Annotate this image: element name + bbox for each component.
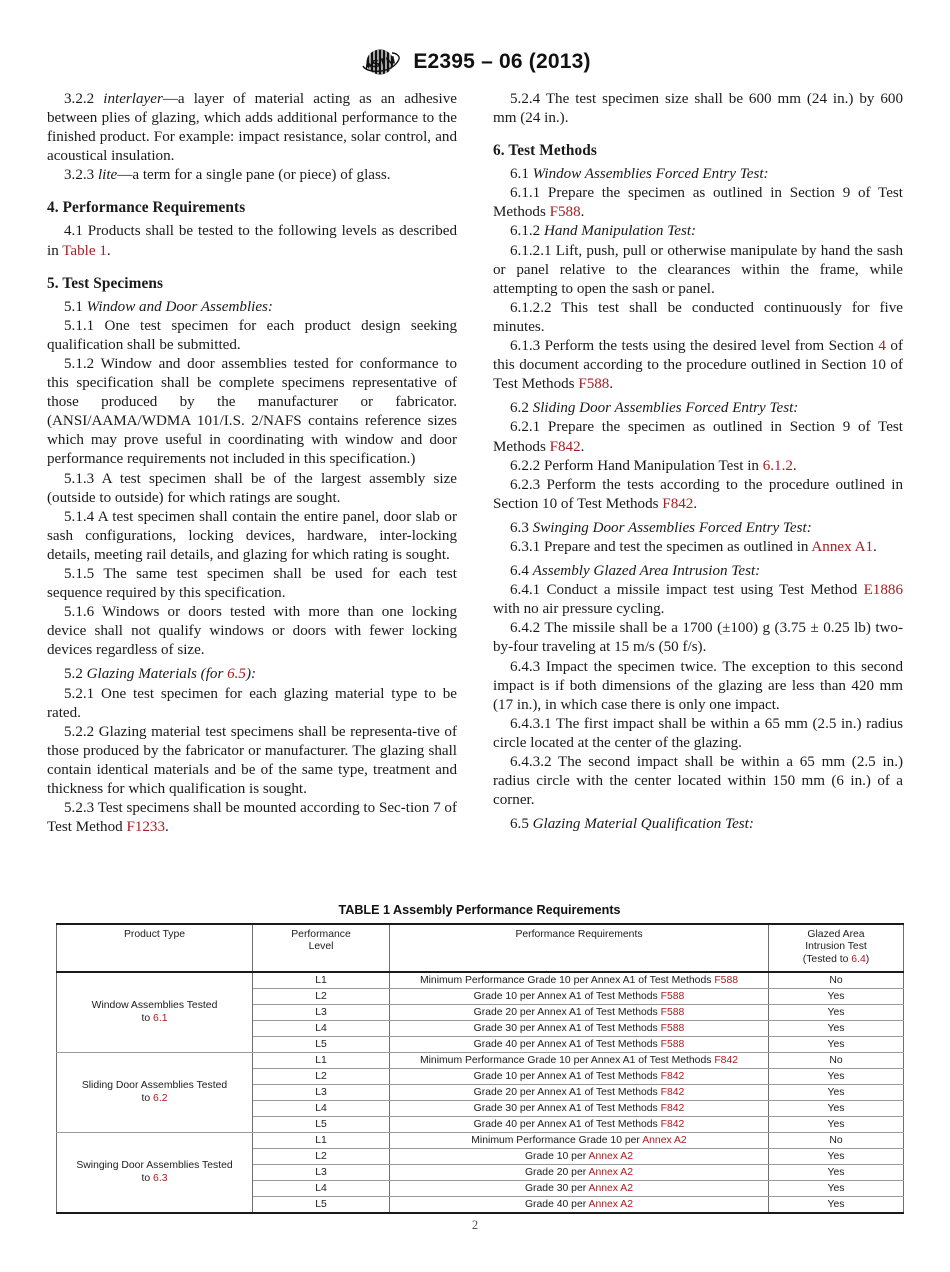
para-6-1-2-1: 6.1.2.1 Lift, push, pull or otherwise manipulate by hand the sash or panel relative to the clearances within the frame, while attempting to open the sash or panel. [493,242,903,297]
cell-performance-level: L2 [253,989,390,1005]
link-product-type-section[interactable]: 6.3 [153,1172,168,1184]
para-subheading: Hand Manipulation Test: [543,223,697,240]
header-glazed-area-intrusion-test [769,924,904,972]
para-text: 6.4.1 Conduct a missile impact test using Test Method [510,582,864,599]
cell-glazed-area-intrusion-test: Yes [769,1085,904,1101]
para-text-end: . [580,438,585,455]
link-requirement-reference[interactable]: Annex A2 [642,1134,687,1146]
page-number: 2 [471,1218,479,1232]
cell-performance-level: L3 [253,1165,390,1181]
para-number: 5.2 [64,666,87,683]
requirement-text: Minimum Performance Grade 10 per Annex A1 of Test Methods [419,974,715,986]
para-text: —a layer of material acting as an adhesive between plies of glazing, which adds additional performance to the finished product. For example: impact resistance, solar control, and acoustical insulation. [47,91,457,165]
defined-term: interlayer [103,91,163,107]
para-number: 6.5 [510,816,533,833]
link-6-5[interactable]: 6.5 [227,666,246,683]
requirement-text: Minimum Performance Grade 10 per [471,1134,643,1146]
requirement-text: Grade 40 per Annex A1 of Test Methods [473,1118,661,1130]
requirement-text: Grade 10 per Annex A1 of Test Methods [473,1070,661,1082]
table-header-row [57,924,904,972]
para-5-1-6: 5.1.6 Windows or doors tested with more than one locking device shall not qualify windows or doors with fewer locking devices regardless of size. [47,604,457,659]
assembly-performance-requirements-table [56,923,904,1214]
para-text: 6.2.3 Perform the tests according to the procedure outlined in Section 10 of Test Methods [493,476,903,512]
requirement-text: Grade 30 per [524,1182,589,1194]
cell-performance-level: L4 [253,1181,390,1197]
table-caption: TABLE 1 Assembly Performance Requirements [338,903,621,917]
cell-performance-level: L3 [253,1005,390,1021]
link-requirement-reference[interactable]: F588 [660,990,685,1002]
para-text-end: . [165,819,169,836]
para-6-4-1 [493,581,903,619]
para-6-1-1 [493,184,903,222]
link-requirement-reference[interactable]: F588 [660,1038,685,1050]
link-requirement-reference[interactable]: F588 [660,1022,685,1034]
link-requirement-reference[interactable]: F842 [660,1118,685,1130]
cell-performance-level: L2 [253,1149,390,1165]
para-6-3-1 [493,538,903,557]
para-number: 3.2.2 [64,91,95,107]
cell-performance-requirement [390,972,769,989]
para-text-end: . [609,376,614,393]
requirement-text: Grade 30 per Annex A1 of Test Methods [473,1102,661,1114]
cell-performance-requirement [390,1053,769,1069]
para-4-1 [47,222,457,260]
header-line-1: Performance [291,929,351,940]
cell-performance-level: L2 [253,1069,390,1085]
cell-performance-level: L5 [253,1197,390,1214]
para-6-4 [493,562,903,581]
astm-logo-icon [359,48,403,76]
cell-performance-level: L4 [253,1101,390,1117]
para-text: 6.3.1 Prepare and test the specimen as outlined in [510,538,812,555]
table-row [57,972,904,989]
para-subheading-a: Glazing Materials (for [86,666,228,683]
link-f588[interactable]: F588 [549,204,581,221]
para-5-2-4: 5.2.4 The test specimen size shall be 600 mm (24 in.) by 600 mm (24 in.). [493,91,903,127]
cell-glazed-area-intrusion-test: Yes [769,1021,904,1037]
cell-performance-level: L1 [253,1133,390,1149]
cell-product-type [57,1133,253,1214]
cell-product-type [57,1053,253,1133]
para-text: —a term for a single pane (or piece) of glass. [117,167,391,184]
requirement-text: Grade 20 per Annex A1 of Test Methods [473,1006,661,1018]
cell-glazed-area-intrusion-test: Yes [769,1165,904,1181]
para-6-3 [493,519,903,538]
link-requirement-reference[interactable]: F842 [660,1070,685,1082]
requirement-text: Grade 40 per Annex A1 of Test Methods [473,1038,661,1050]
link-requirement-reference[interactable]: F588 [660,1006,685,1018]
para-5-1-5: 5.1.5 The same test specimen shall be used for each test sequence required by this specification. [47,565,457,602]
product-type-line-1: Swinging Door Assemblies Tested [76,1160,233,1172]
document-header [0,48,950,76]
para-3-2-3 [47,166,457,185]
para-5-1-4: 5.1.4 A test specimen shall contain the entire panel, door slab or sash configurations, locking devices, hardware, inter-locking details, meeting rail details, and glazing for which rating is sought. [47,508,457,563]
cell-performance-requirement [390,1133,769,1149]
svg-text:ASTM: ASTM [363,54,397,73]
right-column [493,90,903,837]
para-6-1-2 [493,222,903,241]
para-5-2-1: 5.2.1 One test specimen for each glazing material type to be rated. [47,685,457,721]
link-f1233[interactable]: F1233 [126,819,166,836]
heading-5-test-specimens: 5. Test Specimens [47,274,164,292]
requirement-text: Grade 40 per [524,1198,589,1210]
cell-performance-requirement [390,1085,769,1101]
para-number: 6.3 [510,519,533,536]
left-column [47,90,457,837]
header-line-3-post: ) [865,953,870,965]
para-subheading-b: ): [245,666,257,683]
para-text-end: . [580,204,585,221]
para-text: 6.2.1 Prepare the specimen as outlined in Section 9 of Test Methods [493,419,903,455]
cell-glazed-area-intrusion-test: No [769,1133,904,1149]
product-type-line-2-pre: to [141,1012,154,1024]
para-6-1-2-2: 6.1.2.2 This test shall be conducted continuously for five minutes. [493,299,903,335]
cell-performance-requirement [390,1021,769,1037]
requirement-text: Minimum Performance Grade 10 per Annex A1 of Test Methods [419,1054,715,1066]
para-text-end: with no air pressure cycling. [493,601,665,618]
cell-performance-level: L1 [253,1053,390,1069]
cell-performance-requirement [390,1197,769,1214]
product-type-line-2-pre: to [141,1172,154,1184]
para-6-4-3-1: 6.4.3.1 The first impact shall be within a 65 mm (2.5 in.) radius circle located at the center of the glazing. [493,715,903,751]
para-subheading: Glazing Material Qualification Test: [532,816,754,833]
cell-glazed-area-intrusion-test: No [769,1053,904,1069]
para-6-1 [493,165,903,184]
para-6-2-1 [493,418,903,456]
para-5-2-3 [47,799,457,837]
link-product-type-section[interactable]: 6.2 [153,1092,168,1104]
para-subheading: Assembly Glazed Area Intrusion Test: [532,563,761,580]
para-text: 4.1 Products shall be tested to the following levels as described in [47,223,457,259]
para-number: 6.4 [510,563,533,580]
cell-glazed-area-intrusion-test: Yes [769,1149,904,1165]
header-line-1: Glazed Area [807,929,865,940]
cell-performance-level: L1 [253,972,390,989]
link-requirement-reference[interactable]: F842 [660,1086,685,1098]
table-row [57,1053,904,1069]
link-6-1-2[interactable]: 6.1.2 [762,457,793,474]
cell-glazed-area-intrusion-test: Yes [769,989,904,1005]
table-body [57,972,904,1213]
header-product-type: Product Type [57,924,253,972]
para-number: 3.2.3 [64,167,95,184]
cell-glazed-area-intrusion-test: Yes [769,1005,904,1021]
cell-performance-requirement [390,1165,769,1181]
para-6-4-3-2: 6.4.3.2 The second impact shall be within a 65 mm (2.5 in.) radius circle with the center located within 150 mm (6 in.) of a corner. [493,754,903,809]
para-6-1-3 [493,337,903,394]
header-line-2: Intrusion Test [805,941,867,953]
para-text: 6.2.2 Perform Hand Manipulation Test in [510,457,763,474]
heading-4-performance-requirements: 4. Performance Requirements [47,199,246,217]
para-text: 6.1.3 Perform the tests using the desired level from Section [510,338,879,355]
para-5-1-3: 5.1.3 A test specimen shall be of the largest assembly size (outside to outside) for which ratings are sought. [47,470,457,506]
cell-product-type [57,972,253,1053]
requirement-text: Grade 10 per [524,1150,589,1162]
para-6-2 [493,399,903,418]
para-6-5 [493,815,903,834]
para-number: 6.1.2 [510,223,544,240]
para-6-4-2: 6.4.2 The missile shall be a 1700 (±100) g (3.75 ± 0.25 lb) two-by-four traveling at 15 m/s (50 f/s). [493,620,903,656]
cell-glazed-area-intrusion-test: Yes [769,1101,904,1117]
link-requirement-reference[interactable]: Annex A2 [588,1166,634,1178]
link-requirement-reference[interactable]: Annex A2 [588,1182,634,1194]
link-f842[interactable]: F842 [662,495,694,512]
product-type-line-2-pre: to [141,1092,154,1104]
cell-glazed-area-intrusion-test: Yes [769,1197,904,1214]
cell-glazed-area-intrusion-test: Yes [769,1181,904,1197]
document-designation: E2395 – 06 (2013) [413,50,591,73]
para-text-end: . [693,495,698,512]
header-performance-requirements: Performance Requirements [390,924,769,972]
cell-performance-requirement [390,1101,769,1117]
para-text: 6.1.1 Prepare the specimen as outlined in Section 9 of Test Methods [493,185,903,221]
cell-performance-requirement [390,1149,769,1165]
para-subheading: Sliding Door Assemblies Forced Entry Test: [532,400,799,417]
link-e1886[interactable]: E1886 [863,582,903,599]
cell-performance-level: L5 [253,1037,390,1053]
para-text: 5.2.3 Test specimens shall be mounted according to Sec-tion 7 of Test Method [47,800,457,836]
link-f842[interactable]: F842 [549,438,581,455]
heading-6-test-methods: 6. Test Methods [493,142,597,160]
link-requirement-reference[interactable]: Annex A2 [588,1150,634,1162]
para-5-2-2: 5.2.2 Glazing material test specimens shall be representa-tive of those produced by the fabricator or manufacturer. The glazing shall contain identical materials and be of the same type, treatment and thickness for which qualification is sought. [47,723,457,797]
header-line-2: Level [308,941,334,953]
cell-performance-level: L3 [253,1085,390,1101]
requirement-text: Grade 20 per [524,1166,589,1178]
body-columns [47,90,903,837]
product-type-line-1: Window Assemblies Tested [91,1000,218,1012]
requirement-text: Grade 10 per Annex A1 of Test Methods [473,990,661,1002]
para-subheading: Swinging Door Assemblies Forced Entry Test: [532,519,812,536]
cell-glazed-area-intrusion-test: Yes [769,1117,904,1133]
para-number: 5.1 [64,298,87,315]
requirement-text: Grade 20 per Annex A1 of Test Methods [473,1086,661,1098]
para-text-end: . [792,457,797,474]
para-5-1 [47,298,457,317]
link-6-4[interactable]: 6.4 [851,953,866,965]
para-6-4-3: 6.4.3 Impact the specimen twice. The exception to this second impact is if both dimensions of the glazing are less than 420 mm (17 in.), in which case there is only one impact. [493,658,903,713]
para-5-1-2: 5.1.2 Window and door assemblies tested for conformance to this specification shall be complete specimens representative of those produced by the manufacturer or fabricator. (ANSI/AAMA/WDMA 101/I.S. 2/NAFS contains reference sizes which may prove useful in coordinating with window and door performance requirements not included in this specification.) [47,355,457,468]
para-6-2-3 [493,476,903,514]
link-f588[interactable]: F588 [578,376,610,393]
para-6-2-2 [493,457,903,476]
cell-glazed-area-intrusion-test: Yes [769,1037,904,1053]
table-1-container [56,903,903,1214]
table-row [57,1133,904,1149]
header-performance-level [253,924,390,972]
cell-performance-level: L5 [253,1117,390,1133]
cell-performance-requirement [390,1037,769,1053]
para-subheading: Window Assemblies Forced Entry Test: [532,166,769,183]
product-type-line-1: Sliding Door Assemblies Tested [81,1080,228,1092]
table-head [57,924,904,972]
defined-term: lite [97,167,118,184]
link-requirement-reference[interactable]: F842 [714,1054,739,1066]
para-text: of this document according to the procedure outlined in Section 10 of Test Methods [493,338,903,393]
link-product-type-section[interactable]: 6.1 [153,1012,168,1024]
link-requirement-reference[interactable]: F842 [660,1102,685,1114]
link-requirement-reference[interactable]: F588 [714,974,739,986]
cell-performance-requirement [390,1005,769,1021]
para-5-1-1: 5.1.1 One test specimen for each product design seeking qualification shall be submitted. [47,317,457,353]
cell-performance-requirement [390,989,769,1005]
link-annex-a1[interactable]: Annex A1 [811,538,874,555]
para-number: 6.1 [510,166,533,183]
para-subheading: Window and Door Assemblies: [86,298,273,315]
cell-glazed-area-intrusion-test: No [769,972,904,989]
para-text-end: . [873,538,877,555]
cell-performance-requirement [390,1069,769,1085]
requirement-text: Grade 30 per Annex A1 of Test Methods [473,1022,661,1034]
cell-performance-requirement [390,1117,769,1133]
link-requirement-reference[interactable]: Annex A2 [588,1198,634,1210]
para-text-end: . [106,242,111,259]
cell-performance-level: L4 [253,1021,390,1037]
para-number: 6.2 [510,400,533,417]
para-3-2-2 [47,90,457,166]
link-table-1[interactable]: Table 1 [62,242,107,259]
para-5-2 [47,665,457,684]
link-section-4[interactable]: 4 [878,338,886,355]
cell-glazed-area-intrusion-test: Yes [769,1069,904,1085]
cell-performance-requirement [390,1181,769,1197]
header-line-3-pre: (Tested to [802,953,852,965]
